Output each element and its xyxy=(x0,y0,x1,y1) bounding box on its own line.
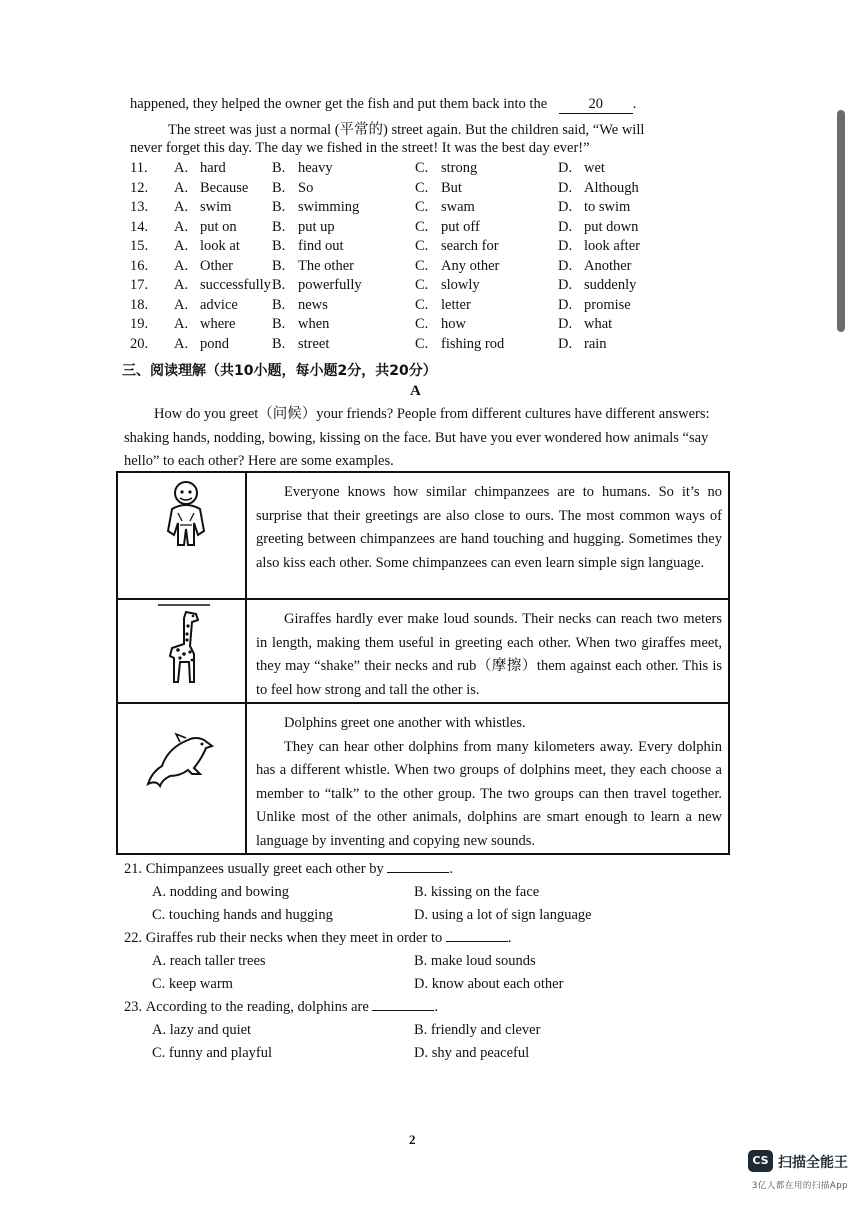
option-row: 17. A. successfully B. powerfully C. slowly D. suddenly xyxy=(130,277,637,293)
option-c: C. keep warm xyxy=(152,976,233,992)
scrollbar-thumb[interactable] xyxy=(837,110,845,332)
option-d: D. using a lot of sign language xyxy=(414,907,592,923)
chimpanzee-text: Everyone knows how similar chimpanzees are to humans. So it’s no surprise that their greetings are also close to ours. The most common ways of greeting between chimpanzees are hand touching and hugging. Sometimes they also kiss each other. Some chimpanzees can even learn simple sign language. xyxy=(256,484,722,571)
question-22: 22. Giraffes rub their necks when they meet in order to . xyxy=(124,930,512,946)
option-b: B. friendly and clever xyxy=(414,1022,541,1038)
passage-intro: How do you greet（问候）your friends? People from different cultures have different answers: shaking hands, nodding, bowing, kissing on the face. But have you ever wondered how animals “say hello” to each other? Here are some examples. xyxy=(124,406,710,469)
answer-blank: 20 xyxy=(559,96,633,114)
option-row: 11. A. hard B. heavy C. strong D. wet xyxy=(130,160,605,176)
option-row: 18. A. advice B. news C. letter D. promise xyxy=(130,296,631,313)
option-a: A. lazy and quiet xyxy=(152,1022,252,1038)
giraffe-icon xyxy=(150,602,214,690)
watermark-name: 扫描全能王 xyxy=(778,1155,848,1171)
question-21: 21. Chimpanzees usually greet each other by . xyxy=(124,861,453,877)
option-row: 16. A. Other B. The other C. Any other D. Another xyxy=(130,257,632,274)
giraffe-text: Giraffes hardly ever make loud sounds. Their necks can reach two meters in length, making them useful in greeting each other. When two giraffes meet, they may “shake” their necks and rub（摩擦）them against each other. This is to feel how strong and tall the other is. xyxy=(256,611,722,698)
option-a: A. nodding and bowing xyxy=(152,884,289,900)
table-row xyxy=(118,473,728,600)
option-d: D. shy and peaceful xyxy=(414,1045,530,1061)
animal-table xyxy=(116,471,730,855)
scanner-watermark xyxy=(748,1150,860,1200)
table-row xyxy=(118,600,728,704)
section-title: 三、阅读理解（共10小题，每小题2分，共20分） xyxy=(122,363,437,379)
option-row: 12. A. Because B. So C. But D. Although xyxy=(130,179,639,196)
page-number: 2 xyxy=(409,1132,416,1147)
table-row xyxy=(118,704,728,853)
cloze-options xyxy=(130,160,690,355)
option-b: B. make loud sounds xyxy=(414,953,536,969)
option-row: 19. A. where B. when C. how D. what xyxy=(130,316,613,332)
option-b: B. kissing on the face xyxy=(414,884,540,900)
chimpanzee-icon xyxy=(158,479,214,551)
watermark-tagline: 3亿人都在用的扫描App xyxy=(752,1181,849,1191)
answer-blank xyxy=(387,872,449,873)
passage-line-3: never forget this day. The day we fished in the street! It was the best day ever!” xyxy=(130,140,590,156)
question-23: 23. According to the reading, dolphins are . xyxy=(124,999,439,1015)
option-c: C. touching hands and hugging xyxy=(152,907,333,923)
answer-blank xyxy=(446,941,508,942)
option-row: 15. A. look at B. find out C. search for D. look after xyxy=(130,238,640,254)
dolphin-text: Dolphins greet one another with whistles. They can hear other dolphins from many kilometers away. Every dolphin has a different whistle. When two groups of dolphins meet, they each choose a member to “talk” to the other group. The two groups can then travel together. Unlike most of the other animals, dolphins are smart enough to learn a new language by inventing and copying new sounds. xyxy=(256,715,722,849)
dolphin-icon xyxy=(138,732,218,792)
option-row: 14. A. put on B. put up C. put off D. put down xyxy=(130,218,639,235)
passage-line-2: The street was just a normal (平常的) street again. But the children said, “We will xyxy=(168,122,645,138)
answer-blank xyxy=(372,1010,434,1011)
passage-line-1: happened, they helped the owner get the fish and put them back into the 20 . xyxy=(130,96,637,112)
passage-letter: A xyxy=(410,383,421,399)
option-c: C. funny and playful xyxy=(152,1045,273,1061)
option-row: 13. A. swim B. swimming C. swam D. to swim xyxy=(130,199,631,215)
option-d: D. know about each other xyxy=(414,976,564,992)
option-a: A. reach taller trees xyxy=(152,953,266,969)
camscanner-logo: CS xyxy=(748,1150,773,1172)
option-row: 20. A. pond B. street C. fishing rod D. rain xyxy=(130,335,607,352)
